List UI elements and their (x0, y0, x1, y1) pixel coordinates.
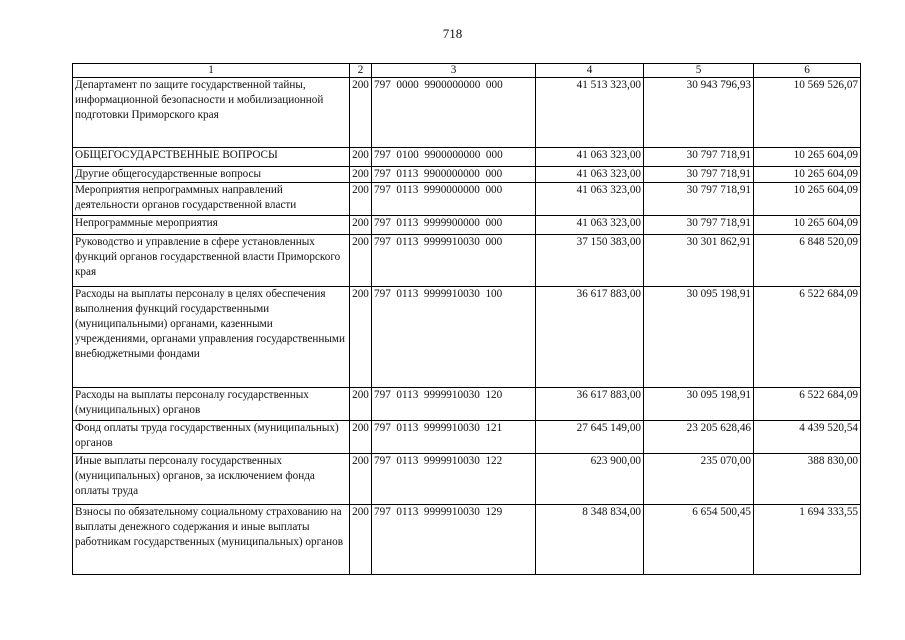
row-value-col4-cell: 8 348 834,00 (536, 505, 644, 575)
row-name-cell: Непрограммные мероприятия (73, 216, 350, 235)
table-row (73, 167, 861, 183)
column-header: 1 (73, 64, 350, 78)
row-value-col4-cell: 41 063 323,00 (536, 167, 644, 183)
row-value-col4-cell: 41 063 323,00 (536, 183, 644, 216)
row-code-cell: 797 0113 9990000000 000 (372, 183, 536, 216)
row-value-col4-cell: 27 645 149,00 (536, 421, 644, 454)
row-code-cell: 797 0113 9999910030 100 (372, 287, 536, 388)
table-row (73, 505, 861, 575)
row-code-cell: 797 0113 9999910030 121 (372, 421, 536, 454)
table-header-row (73, 64, 861, 78)
row-ved-cell: 200 (350, 287, 372, 388)
row-code-cell: 797 0113 9999910030 000 (372, 235, 536, 287)
row-ved-cell: 200 (350, 216, 372, 235)
row-value-col5-cell: 30 797 718,91 (644, 216, 754, 235)
row-name-cell: ОБЩЕГОСУДАРСТВЕННЫЕ ВОПРОСЫ (73, 148, 350, 167)
row-value-col6-cell: 388 830,00 (754, 454, 861, 505)
row-value-col4-cell: 36 617 883,00 (536, 287, 644, 388)
page-number: 718 (442, 26, 463, 41)
row-name-cell: Взносы по обязательному социальному страхованию на выплаты денежного содержания и иные выплаты работникам государственных (муниципальных) органов (73, 505, 350, 575)
row-value-col5-cell: 30 797 718,91 (644, 167, 754, 183)
column-header: 6 (754, 64, 861, 78)
row-name-cell: Расходы на выплаты персоналу в целях обеспечения выполнения функций государственными (муниципальными) органами, казенными учреждениями, органами управления государственными внебюджетными фондами (73, 287, 350, 388)
row-name-cell: Руководство и управление в сфере установленных функций органов государственной власти Приморского края (73, 235, 350, 287)
row-value-col6-cell: 6 522 684,09 (754, 388, 861, 421)
row-code-cell: 797 0113 9999910030 122 (372, 454, 536, 505)
row-value-col4-cell: 41 063 323,00 (536, 148, 644, 167)
row-value-col5-cell: 23 205 628,46 (644, 421, 754, 454)
row-name-cell: Мероприятия непрограммных направлений деятельности органов государственной власти (73, 183, 350, 216)
table-row (73, 148, 861, 167)
column-header: 5 (644, 64, 754, 78)
column-header: 3 (372, 64, 536, 78)
row-ved-cell: 200 (350, 235, 372, 287)
row-value-col5-cell: 30 943 796,93 (644, 78, 754, 148)
row-value-col6-cell: 10 265 604,09 (754, 167, 861, 183)
row-name-cell: Другие общегосударственные вопросы (73, 167, 350, 183)
row-ved-cell: 200 (350, 167, 372, 183)
row-value-col6-cell: 6 848 520,09 (754, 235, 861, 287)
row-code-cell: 797 0000 9900000000 000 (372, 78, 536, 148)
table-row (73, 287, 861, 388)
row-value-col6-cell: 6 522 684,09 (754, 287, 861, 388)
table-row (73, 183, 861, 216)
table-row (73, 454, 861, 505)
table-row (73, 216, 861, 235)
column-header: 2 (350, 64, 372, 78)
row-value-col6-cell: 4 439 520,54 (754, 421, 861, 454)
row-code-cell: 797 0113 9999910030 129 (372, 505, 536, 575)
table-row (73, 388, 861, 421)
row-value-col4-cell: 623 900,00 (536, 454, 644, 505)
table-body (73, 64, 861, 575)
row-ved-cell: 200 (350, 148, 372, 167)
row-ved-cell: 200 (350, 505, 372, 575)
row-value-col5-cell: 30 301 862,91 (644, 235, 754, 287)
row-code-cell: 797 0113 9900000000 000 (372, 167, 536, 183)
row-value-col6-cell: 10 569 526,07 (754, 78, 861, 148)
row-value-col5-cell: 30 797 718,91 (644, 183, 754, 216)
row-value-col5-cell: 235 070,00 (644, 454, 754, 505)
row-code-cell: 797 0113 9999910030 120 (372, 388, 536, 421)
row-value-col4-cell: 37 150 383,00 (536, 235, 644, 287)
row-name-cell: Департамент по защите государственной тайны, информационной безопасности и мобилизационной подготовки Приморского края (73, 78, 350, 148)
row-code-cell: 797 0113 9999900000 000 (372, 216, 536, 235)
row-value-col6-cell: 10 265 604,09 (754, 216, 861, 235)
row-value-col4-cell: 41 063 323,00 (536, 216, 644, 235)
row-value-col5-cell: 30 095 198,91 (644, 388, 754, 421)
row-code-cell: 797 0100 9900000000 000 (372, 148, 536, 167)
row-value-col5-cell: 30 797 718,91 (644, 148, 754, 167)
row-value-col4-cell: 36 617 883,00 (536, 388, 644, 421)
row-value-col6-cell: 10 265 604,09 (754, 183, 861, 216)
row-ved-cell: 200 (350, 78, 372, 148)
table-row (73, 421, 861, 454)
row-ved-cell: 200 (350, 421, 372, 454)
row-value-col6-cell: 1 694 333,55 (754, 505, 861, 575)
row-ved-cell: 200 (350, 454, 372, 505)
row-value-col5-cell: 6 654 500,45 (644, 505, 754, 575)
row-value-col6-cell: 10 265 604,09 (754, 148, 861, 167)
table-row (73, 78, 861, 148)
row-value-col4-cell: 41 513 323,00 (536, 78, 644, 148)
row-ved-cell: 200 (350, 388, 372, 421)
row-name-cell: Расходы на выплаты персоналу государственных (муниципальных) органов (73, 388, 350, 421)
row-value-col5-cell: 30 095 198,91 (644, 287, 754, 388)
budget-table (72, 63, 861, 575)
row-name-cell: Иные выплаты персоналу государственных (муниципальных) органов, за исключением фонда оплаты труда (73, 454, 350, 505)
table-row (73, 235, 861, 287)
row-ved-cell: 200 (350, 183, 372, 216)
row-name-cell: Фонд оплаты труда государственных (муниципальных) органов (73, 421, 350, 454)
column-header: 4 (536, 64, 644, 78)
